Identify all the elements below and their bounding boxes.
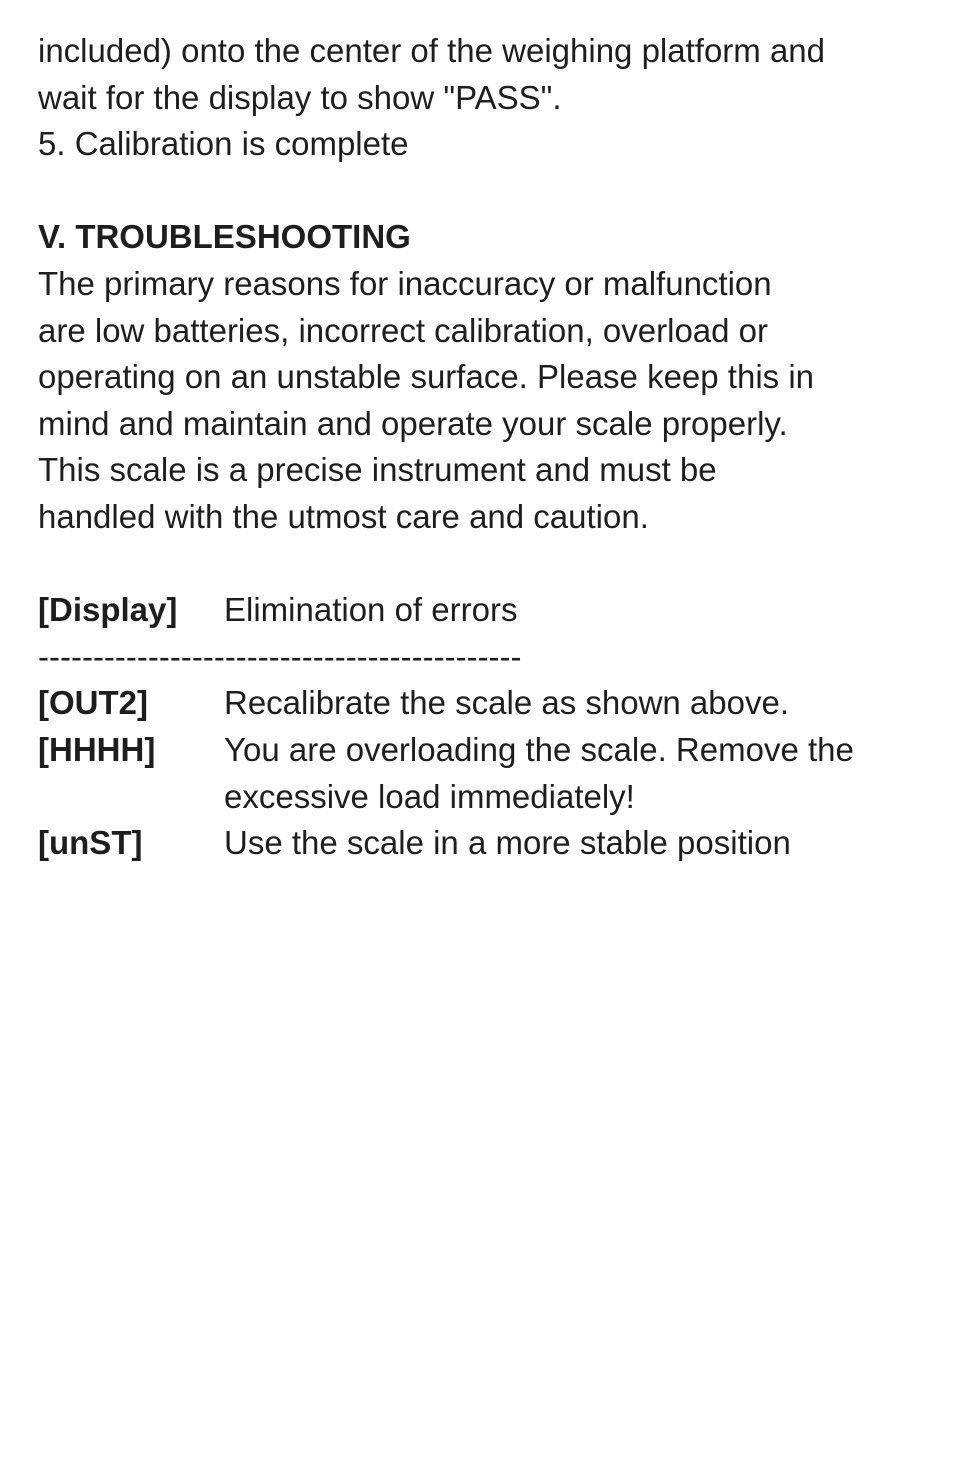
remedy-line: You are overloading the scale. Remove the [224,730,854,768]
error-code: [unST] [38,824,143,862]
intro-line: included) onto the center of the weighing platform and [38,32,826,69]
error-table [38,587,918,867]
error-remedy [224,820,918,867]
spacer [38,168,918,215]
error-remedy [224,727,918,820]
troubleshooting-paragraph [38,261,918,541]
calibration-complete-step: 5. Calibration is complete [38,125,409,163]
table-row [38,680,918,727]
paragraph-line: This scale is a precise instrument and must be [38,451,717,489]
table-row [38,727,918,820]
remedy-line: excessive load immediately! [224,777,635,815]
table-divider: -------------------------------------------- [38,637,522,675]
spacer [38,541,918,588]
paragraph-line: operating on an unstable surface. Please keep this in [38,358,815,396]
table-row [38,820,918,867]
error-code: [HHHH] [38,730,156,768]
column-header-display: [Display] [38,591,178,629]
paragraph-line: The primary reasons for inaccuracy or malfunction [38,264,772,302]
intro-line: wait for the display to show "PASS". [38,78,562,116]
section-heading: V. TROUBLESHOOTING [38,218,411,256]
remedy-line: Use the scale in a more stable position [224,824,791,862]
document-page [38,28,918,867]
paragraph-line: mind and maintain and operate your scale properly. [38,404,788,442]
paragraph-line: handled with the utmost care and caution. [38,497,649,535]
error-table-header [38,587,918,634]
error-remedy [224,680,918,727]
remedy-line: Recalibrate the scale as shown above. [224,684,789,722]
paragraph-line: are low batteries, incorrect calibration, overload or [38,311,769,349]
calibration-steps-continued [38,28,918,168]
error-code: [OUT2] [38,684,148,722]
column-header-elimination: Elimination of errors [224,591,518,629]
